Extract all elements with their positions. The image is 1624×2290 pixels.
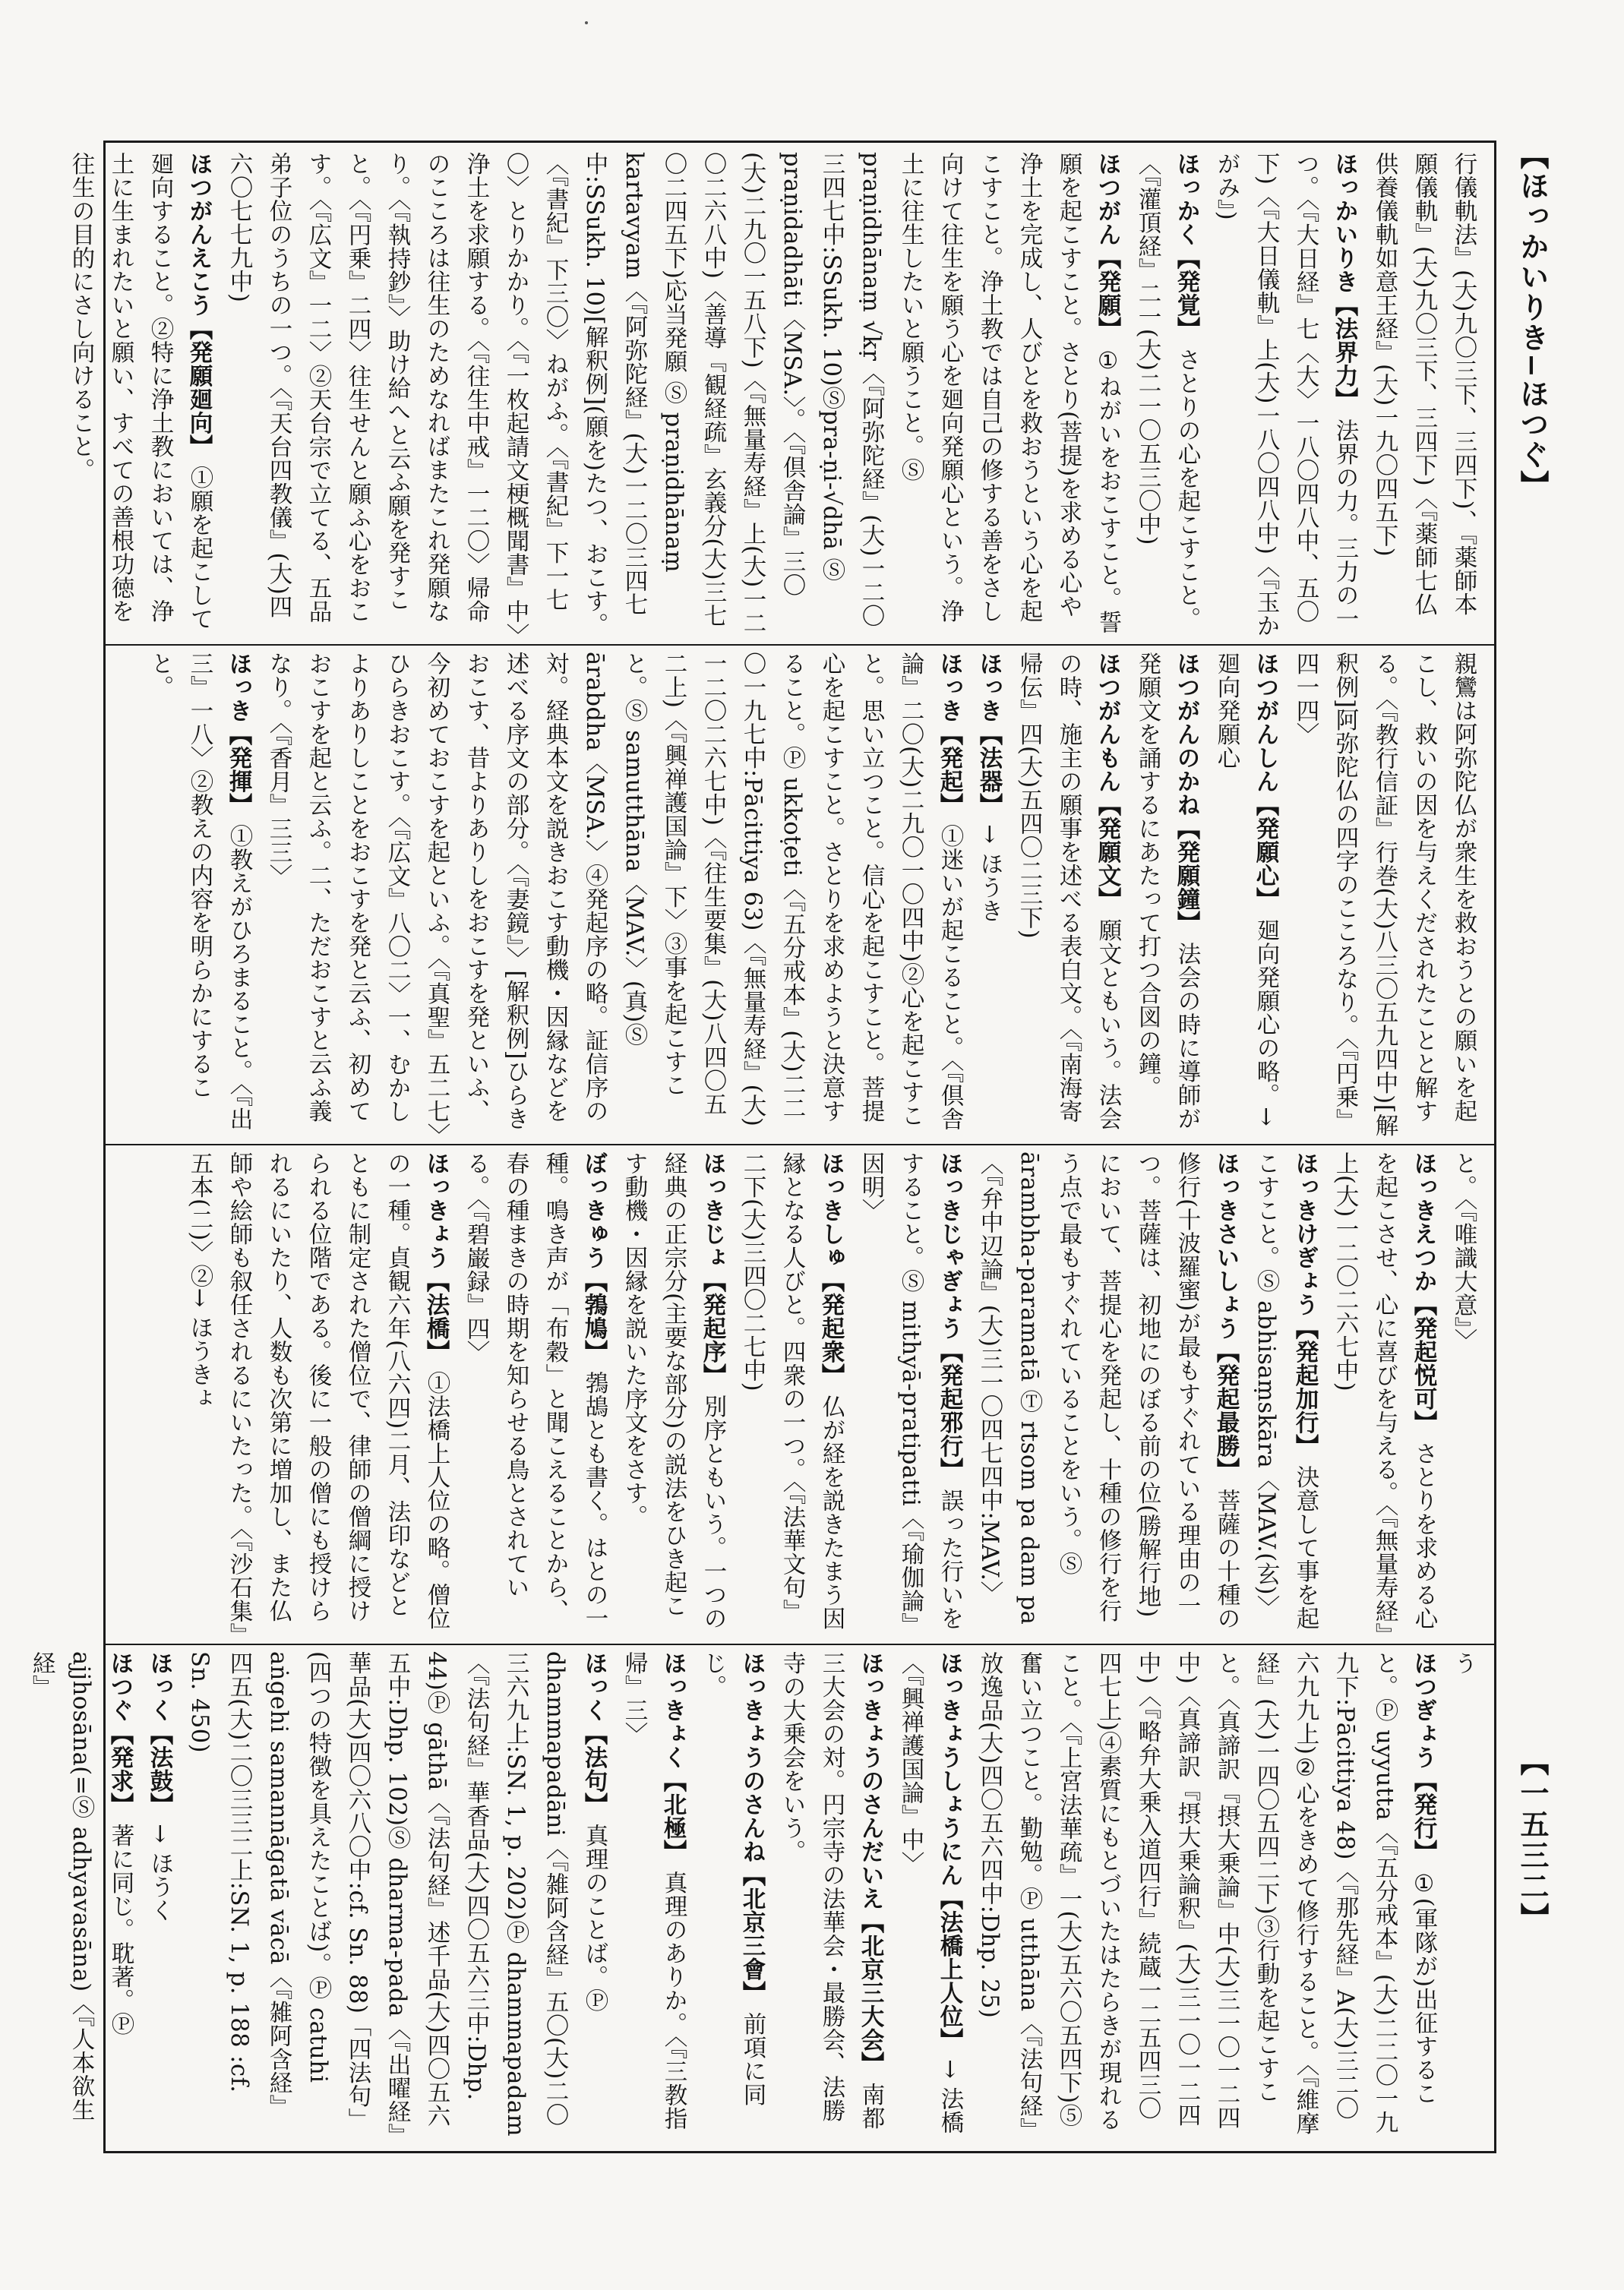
dictionary-entry	[1206, 152, 1364, 638]
entry-headword: ほっきえつか【発起悦可】	[1410, 1151, 1437, 1434]
entry-headword: ぼっきゅう【鵓鳩】	[580, 1151, 608, 1363]
entry-text: さとりを求める心を起こさせ、心に喜びを与える。〈『無量寿経』上(大)一二〇二六七中)	[1332, 1151, 1437, 1635]
entry-text: ①教えがひろまること。〈『出三』一八〉②教えの内容を明らかにすること。	[147, 652, 252, 1131]
text-band-2	[115, 652, 1483, 1138]
entry-text: 別序ともいう。一つの経典の正宗分(主要な部分)の説法をひき起こす動機・因縁を説いた序文をさす。	[621, 1151, 726, 1631]
entry-text: ①ねがいをおこすこと。誓願を起こすこと。さとり(菩提)を求める心や浄土を完成し、人びとを救おうという心を起こすこと。浄土教では自己の修する善をさし向けて往生を願う心を廻向発願心という。浄土に往生したいと願うこと。Ⓢ praṇidhānaṃ √kṛ〈『阿弥陀経』(大)一二〇三四七中:SSukh. 10)Ⓢpra-ṇi-√dhā Ⓢ praṇidadhāti〈MSA.〉。〈『倶舎論』三〇(大)二九〇一五八下)〈『無量寿経』上(大)一二〇二六八中)〈善導『観経疏』玄義分(大)三七〇二四五下)応当発願 Ⓢ praṇidhānaṃ kartavyam〈『阿弥陀経』(大)一二〇三四七中:SSukh. 10)[解釈例](願を)たつ、おこす。〈『書紀』下三〇〉ねがふ。〈『書紀』下一七〇〉とりかかり。〈『一枚起請文梗概聞書』中〉浄土を求願する。〈『往生中戒』一二〇〉帰命のこころは往生のためなればまたこれ発願なり。〈『執持鈔』〉助け給へと云ふ願を発すこと。〈『円乗』二四〉往生せんと願ふ心をおこす。〈『広文』一二〉②天台宗で立てる、五品弟子位のうちの一つ。〈『天台四教儀』(大)四六〇七七九中)	[226, 152, 1121, 636]
entry-headword: ほつぎょう【発行】	[1410, 1651, 1437, 1863]
entry-text: ①願を起こして廻向すること。②特に浄土教においては、浄土に生まれたいと願い、すべての善根功徳を往生の目的にさし向けること。	[68, 152, 213, 631]
entry-headword: ほっきしゅ【発起衆】	[817, 1151, 845, 1387]
page-number: 【一五三二】	[1515, 1747, 1550, 1934]
dictionary-entry	[1206, 652, 1285, 1138]
entry-headword: ほっきょく【北極】	[659, 1651, 687, 1863]
entry-text: 法会の時に導師が発願文を誦するにあたって打つ合図の鐘。	[1134, 652, 1200, 1131]
entry-text: 著に同じ。耽著。Ⓟ ajjhosāna(=Ⓢ adhyavasāna)〈『人本欲生経』	[28, 1651, 134, 2122]
entry-text: ①(軍隊が)出征すること。Ⓟ uyyutta〈『五分戒本』(大)二二〇一九九下:Pācittiya 48)〈『那先経』A(大)三二〇六九九上)②心をきめて修行すること。〈『維摩経』(大)一四〇五四二下)③行動を起こすこと。〈真諦訳『摂大乗論』中(大)三一〇一二四中)〈真諦訳『摂大乗論釈』(大)三一〇一二四中)〈『略弁大乗入道四行』続蔵一二五四三〇四七上)④素質にもとづいたはたらきが現れること。〈『上宮法華疏』一(大)五六〇五四下)⑤奮い立つこと。勤勉。Ⓟ utthāna〈『法句経』放逸品(大)四〇五六四中:Dhp. 25)	[976, 1651, 1437, 2136]
dictionary-entry	[140, 1651, 179, 2137]
entry-text: 誤った行いをすること。Ⓢ mithyā-pratipatti〈『瑜伽論』因明〉	[858, 1151, 963, 1637]
dictionary-entry	[969, 1151, 1246, 1638]
dictionary-entry	[693, 1651, 772, 2137]
dictionary-entry	[890, 1651, 969, 2137]
entry-text: 廻向発願心の略。→ 廻向発願心	[1213, 652, 1279, 1127]
entry-headword: ほっきじゃぎょう【発起邪行】	[936, 1151, 963, 1481]
entry-headword: ほつがんえこう【発願廻向】	[185, 152, 213, 458]
entry-text: と。〈『唯識大意』〉	[1450, 1151, 1477, 1353]
dictionary-entry	[219, 152, 1127, 638]
dictionary-entry	[1127, 152, 1206, 638]
entry-headword: ほっかいりき【法界力】	[1331, 152, 1358, 411]
entry-text: 願文ともいう。法会の時、施主の願事を述べる表白文。〈『南海寄帰伝』四(大)五四〇二三下)	[1016, 652, 1121, 1131]
dictionary-entry	[851, 1151, 969, 1638]
entry-headword: ほっきょうのさんね【北京三會】	[738, 1651, 766, 2004]
text-band-3	[115, 1151, 1483, 1638]
entry-headword: ほっき【法器】	[975, 652, 1003, 817]
entry-text: 菩薩の十種の修行(十波羅蜜)が最もすぐれている理由の一つ。菩薩は、初地にのぼる前の位(勝解行地)において、菩提心を発起し、十種の修行を行う点で最もすぐれていることをいう。Ⓢ ārambha-paramatā Ⓣ rtsom pa dam pa〈『弁中辺論』(大)三一〇四七四中:MAV.〉	[976, 1151, 1240, 1631]
band-divider	[106, 1144, 1494, 1145]
dictionary-entry	[1443, 1651, 1483, 2137]
band-divider	[106, 644, 1494, 646]
entry-text: ①迷いが起こること。〈『倶舎論』二〇(大)二九〇一〇四中)②心を起こすこと。思い立つこと。信心を起こすこと。菩提心を起こすこと。さとりを求めようと決意すること。Ⓟ ukkoṭeti〈『五分戒本』(大)二二〇一九七中:Pācittiya 63)〈『無量寿経』(大)一二〇二六七中)〈『往生要集』(大)八四〇五二上)〈『興禅護国論』下〉③事を起こすこと。Ⓢ samutthāna〈MAV.〉(真)Ⓢ ārabdha〈MSA.〉④発起序の略。証信序の対。経典本文を説きおこす動機・因縁などを述べる序文の部分。〈『妻鏡』〉[解釈例]ひらきおこす、昔よりありしをおこすを発といふ、今初めておこすを起といふ。〈『真聖』五二七〉ひらきおこす。〈『広文』八〇二〉一、むかしよりありしことをおこすを発と云ふ、初めておこすを起と云ふ。二、ただおこすと云ふ義なり。〈『香月』三三〉	[265, 652, 963, 1136]
dictionary-entry	[61, 152, 219, 638]
entry-headword: ほつがんのかね【発願鐘】	[1173, 652, 1200, 934]
band-divider	[106, 1644, 1494, 1645]
entry-headword: ほつがんもん【発願文】	[1094, 652, 1121, 911]
entry-text: → 法橋〈『興禅護国論』中〉	[897, 1651, 963, 2134]
entry-text: う	[1450, 1651, 1477, 1675]
dictionary-entry	[1246, 1151, 1325, 1638]
dictionary-entry	[1127, 652, 1206, 1138]
dictionary-entry	[969, 1651, 1443, 2137]
text-band-1	[68, 152, 1483, 638]
entry-text: 真理のありか。〈『三教指帰』三〉	[621, 1651, 687, 2130]
scan-dot	[585, 21, 588, 24]
dictionary-entry	[1009, 652, 1127, 1138]
entry-text: 真理のことば。Ⓟ dhammapadāni〈『雑阿含経』五〇(大)二〇三六九上:SN. 1, p. 202)Ⓟ dhammapadam〈『法句経』華香品(大)四〇五六三中:Dhp. 44)Ⓟ gāthā〈『法句経』述千品(大)四〇五六五中:Dhp. 102)Ⓢ dharma-pada〈『出曜経』華品(大)四〇六八〇中:cf. Sn. 88)「四法句」(四つの特徴を具えたことば)。Ⓟ catuhi aṅgehi samannāgatā vācā〈『雑阿含経』四五(大)二〇三三二上:SN. 1, p. 188 :cf. Sn. 450)	[186, 1651, 608, 2137]
entry-text: 親鸞は阿弥陀仏が衆生を救おうとの願いを起こし、救いの因を与えくだされたことと解する。〈『教行信証』行巻(大)八三〇五九四中)[解釈例]阿弥陀仏の四字のこころなり。〈『円乗』四一四〉	[1292, 652, 1477, 1138]
entry-headword: ほっき【発起】	[936, 652, 963, 817]
entry-headword: ほっき【発揮】	[225, 652, 252, 817]
entry-headword: ほつがん【発願】	[1094, 152, 1121, 340]
dictionary-entry	[614, 1651, 693, 2137]
dictionary-entry	[179, 1651, 614, 2137]
entry-headword: ほつがんしん【発願心】	[1252, 652, 1279, 911]
entry-text: 鵓鴣とも書く。はとの一種。鳴き声が「布穀」と聞こえることから、春の種まきの時期を知らせる鳥とされている。〈『碧巌録』四〉	[463, 1151, 608, 1631]
dictionary-entry	[614, 1151, 732, 1638]
entry-headword: ほっきょうしょうにん【法橋上人位】	[936, 1651, 963, 2052]
entry-text: 行儀軌法』(大)九〇三下、三四下)、『薬師本願儀軌』(大)九〇三下、三四下)〈『薬師七仏供養儀軌如意王経』(大)一九〇四五下)	[1371, 152, 1477, 616]
entry-text: 法界の力。三力の一つ。〈『大日経』七〈大〉一八〇四八中、五〇下)〈『大日儀軌』上(大)一八〇四八中)〈『玉かがみ』)	[1213, 152, 1358, 638]
dictionary-entry	[969, 652, 1009, 1138]
entry-headword: ほっきさいしょう【発起最勝】	[1212, 1151, 1240, 1481]
running-header: 【ほっかいりき−ほつぐ】	[1515, 141, 1550, 501]
entry-headword: ほっきけぎょう【発起加行】	[1291, 1151, 1319, 1458]
dictionary-entry	[179, 1151, 456, 1638]
dictionary-entry	[456, 1151, 614, 1638]
entry-text: 仏が経を説きたまう因縁となる人びと。四衆の一つ。〈『法華文句』二下(大)三四〇二七中)	[739, 1151, 845, 1631]
dictionary-entry	[1443, 1151, 1483, 1638]
entry-text: 南都三大会の対。円宗寺の法華会・最勝会、法勝寺の大乗会をいう。	[779, 1651, 884, 2130]
entry-text: → ほうき	[976, 824, 1003, 923]
dictionary-entry	[772, 1651, 890, 2137]
dictionary-entry	[21, 1651, 140, 2137]
dictionary-entry	[732, 1151, 851, 1638]
dictionary-entry	[1285, 652, 1483, 1138]
entry-headword: ほっく【法句】	[580, 1651, 608, 1816]
dictionary-entry	[1364, 152, 1483, 638]
entry-headword: ほっきじょ【発起序】	[699, 1151, 726, 1387]
entry-text: ①法橋上人位の略。僧位の一種。貞観六年(八六四)二月、法印などとともに制定された僧位で、律師の僧綱に授けられる位階である。後に一般の僧にも授けられるにいたり、人数も次第に増加し、また仏師や絵師も叙任されるにいたった。〈『沙石集』五本(二)〉②→ ほうきょ	[186, 1151, 450, 1635]
entry-text: → ほうく	[147, 1824, 173, 1922]
entry-headword: ほっく【法鼓】	[146, 1651, 173, 1816]
entry-text: 決意して事を起こすこと。Ⓢ abhisaṃskāra〈MAV.(玄)〉	[1253, 1151, 1319, 1631]
dictionary-entry	[1325, 1151, 1443, 1638]
entry-text: さとりの心を起こすこと。〈『灌頂経』二一(大)二一〇五三〇中)	[1134, 152, 1200, 631]
entry-headword: ほっかく【発覚】	[1173, 152, 1200, 340]
dictionary-entry	[258, 652, 969, 1138]
entry-headword: ほっきょう【法橋】	[422, 1151, 450, 1363]
text-band-4	[28, 1651, 1483, 2137]
dictionary-entry	[140, 652, 258, 1138]
entry-headword: ほつぐ【発求】	[106, 1651, 134, 1816]
entry-headword: ほっきょうのさんだいえ【北京三大会】	[857, 1651, 884, 2075]
entry-text: 前項に同じ。	[700, 1651, 766, 2107]
